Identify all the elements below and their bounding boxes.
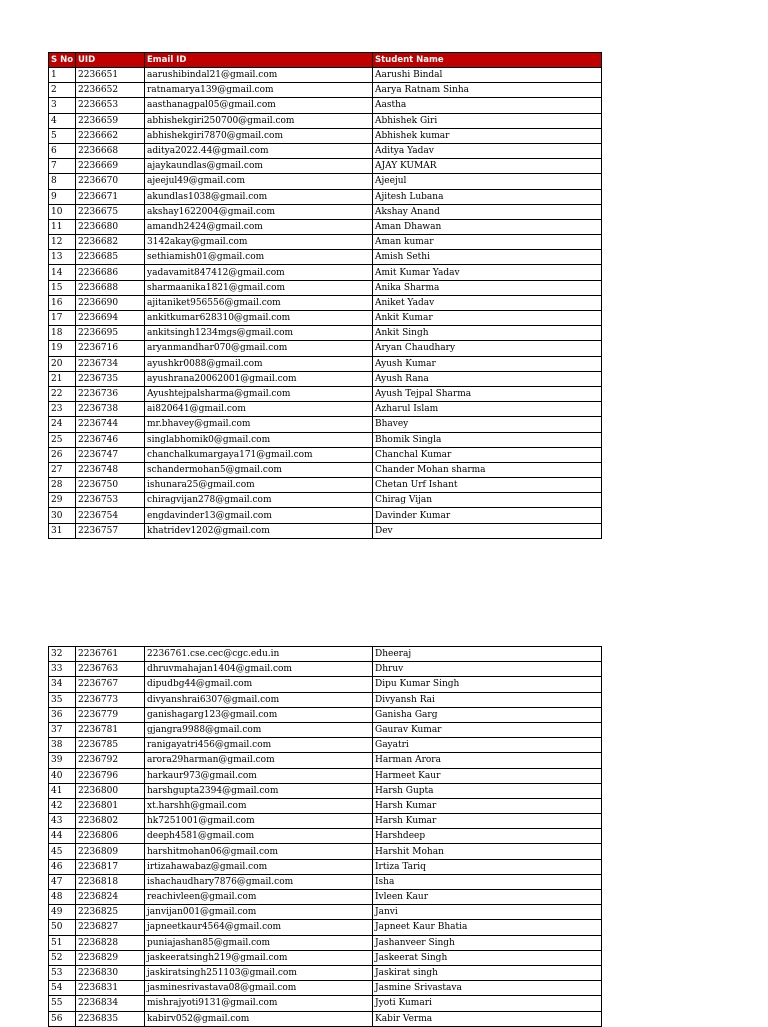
cell-student-name: Ayush Rana: [373, 371, 602, 386]
cell-uid: 2236653: [76, 98, 145, 113]
table-row: [49, 814, 602, 829]
table-row: [49, 462, 602, 477]
cell-email: schandermohan5@gmail.com: [145, 462, 373, 477]
cell-email: chanchalkumargaya171@gmail.com: [145, 447, 373, 462]
table-row: [49, 722, 602, 737]
cell-uid: 2236695: [76, 326, 145, 341]
cell-sno: 2: [49, 83, 76, 98]
cell-student-name: Akshay Anand: [373, 204, 602, 219]
table-row: [49, 280, 602, 295]
table-row: [49, 508, 602, 523]
cell-email: ranigayatri456@gmail.com: [145, 738, 373, 753]
cell-email: akshay1622004@gmail.com: [145, 204, 373, 219]
cell-uid: 2236671: [76, 189, 145, 204]
cell-email: reachivleen@gmail.com: [145, 890, 373, 905]
cell-uid: 2236734: [76, 356, 145, 371]
cell-student-name: Chander Mohan sharma: [373, 462, 602, 477]
cell-student-name: Jaskeerat Singh: [373, 950, 602, 965]
cell-email: gjangra9988@gmail.com: [145, 722, 373, 737]
cell-sno: 40: [49, 768, 76, 783]
cell-uid: 2236670: [76, 174, 145, 189]
cell-sno: 15: [49, 280, 76, 295]
cell-student-name: Harshdeep: [373, 829, 602, 844]
cell-uid: 2236781: [76, 722, 145, 737]
table-row: [49, 965, 602, 980]
cell-student-name: Harmeet Kaur: [373, 768, 602, 783]
cell-uid: 2236675: [76, 204, 145, 219]
cell-email: ankitkumar628310@gmail.com: [145, 311, 373, 326]
cell-sno: 1: [49, 68, 76, 83]
student-table-part-1: [48, 52, 602, 539]
cell-sno: 27: [49, 462, 76, 477]
cell-student-name: Aman kumar: [373, 235, 602, 250]
table-row: [49, 341, 602, 356]
cell-uid: 2236829: [76, 950, 145, 965]
cell-uid: 2236736: [76, 386, 145, 401]
cell-sno: 25: [49, 432, 76, 447]
cell-sno: 30: [49, 508, 76, 523]
table-row: [49, 738, 602, 753]
cell-sno: 41: [49, 783, 76, 798]
cell-student-name: Janvi: [373, 905, 602, 920]
cell-sno: 24: [49, 417, 76, 432]
table-row: [49, 295, 602, 310]
cell-email: dhruvmahajan1404@gmail.com: [145, 662, 373, 677]
cell-uid: 2236779: [76, 707, 145, 722]
cell-sno: 6: [49, 143, 76, 158]
cell-sno: 26: [49, 447, 76, 462]
cell-email: chiragvijan278@gmail.com: [145, 493, 373, 508]
cell-uid: 2236806: [76, 829, 145, 844]
table-row: [49, 159, 602, 174]
table-row: [49, 113, 602, 128]
cell-student-name: Ajeejul: [373, 174, 602, 189]
cell-email: dipudbg44@gmail.com: [145, 677, 373, 692]
table-row: [49, 402, 602, 417]
cell-student-name: Ankit Singh: [373, 326, 602, 341]
cell-student-name: Ivleen Kaur: [373, 890, 602, 905]
cell-uid: 2236801: [76, 798, 145, 813]
cell-sno: 43: [49, 814, 76, 829]
table-row: [49, 981, 602, 996]
table-row: [49, 189, 602, 204]
cell-sno: 11: [49, 219, 76, 234]
cell-student-name: Chetan Urf Ishant: [373, 478, 602, 493]
cell-sno: 33: [49, 662, 76, 677]
cell-email: jaskiratsingh251103@gmail.com: [145, 965, 373, 980]
cell-uid: 2236761: [76, 647, 145, 662]
cell-uid: 2236831: [76, 981, 145, 996]
cell-email: singlabhomik0@gmail.com: [145, 432, 373, 447]
cell-uid: 2236827: [76, 920, 145, 935]
table-row: [49, 493, 602, 508]
cell-email: harkaur973@gmail.com: [145, 768, 373, 783]
table-row: [49, 219, 602, 234]
cell-uid: 2236748: [76, 462, 145, 477]
cell-email: aditya2022.44@gmail.com: [145, 143, 373, 158]
cell-student-name: Azharul Islam: [373, 402, 602, 417]
cell-email: ishachaudhary7876@gmail.com: [145, 874, 373, 889]
table-row: [49, 417, 602, 432]
cell-email: ai820641@gmail.com: [145, 402, 373, 417]
cell-uid: 2236809: [76, 844, 145, 859]
table-row: [49, 523, 602, 538]
cell-student-name: Kabir Verma: [373, 1011, 602, 1026]
cell-student-name: AJAY KUMAR: [373, 159, 602, 174]
table-row: [49, 83, 602, 98]
cell-student-name: Ajitesh Lubana: [373, 189, 602, 204]
cell-sno: 18: [49, 326, 76, 341]
table-row: [49, 996, 602, 1011]
cell-sno: 20: [49, 356, 76, 371]
table-row: [49, 935, 602, 950]
cell-email: ayushkr0088@gmail.com: [145, 356, 373, 371]
table-row: [49, 707, 602, 722]
table-row: [49, 874, 602, 889]
cell-email: harshgupta2394@gmail.com: [145, 783, 373, 798]
cell-uid: 2236767: [76, 677, 145, 692]
cell-sno: 29: [49, 493, 76, 508]
header-row: [49, 53, 602, 68]
header-email: Email ID: [145, 53, 373, 68]
cell-student-name: Aastha: [373, 98, 602, 113]
cell-email: japneetkaur4564@gmail.com: [145, 920, 373, 935]
table-body-1: [49, 68, 602, 539]
cell-uid: 2236828: [76, 935, 145, 950]
cell-sno: 38: [49, 738, 76, 753]
cell-uid: 2236652: [76, 83, 145, 98]
cell-email: abhishekgiri7870@gmail.com: [145, 128, 373, 143]
cell-email: puniajashan85@gmail.com: [145, 935, 373, 950]
cell-uid: 2236757: [76, 523, 145, 538]
cell-uid: 2236690: [76, 295, 145, 310]
table-row: [49, 143, 602, 158]
cell-student-name: Amit Kumar Yadav: [373, 265, 602, 280]
cell-uid: 2236659: [76, 113, 145, 128]
table-row: [49, 753, 602, 768]
cell-student-name: Ankit Kumar: [373, 311, 602, 326]
table-row: [49, 859, 602, 874]
cell-sno: 53: [49, 965, 76, 980]
cell-uid: 2236792: [76, 753, 145, 768]
cell-student-name: Amish Sethi: [373, 250, 602, 265]
table-row: [49, 204, 602, 219]
cell-sno: 19: [49, 341, 76, 356]
cell-email: jaskeeratsingh219@gmail.com: [145, 950, 373, 965]
cell-email: yadavamit847412@gmail.com: [145, 265, 373, 280]
cell-uid: 2236685: [76, 250, 145, 265]
table-row: [49, 326, 602, 341]
cell-student-name: Harshit Mohan: [373, 844, 602, 859]
table-row: [49, 447, 602, 462]
cell-sno: 52: [49, 950, 76, 965]
cell-email: aasthanagpal05@gmail.com: [145, 98, 373, 113]
cell-student-name: Gayatri: [373, 738, 602, 753]
cell-sno: 45: [49, 844, 76, 859]
table-row: [49, 265, 602, 280]
student-table-part-2: [48, 646, 602, 1027]
cell-student-name: Gaurav Kumar: [373, 722, 602, 737]
cell-email: jasminesrivastava08@gmail.com: [145, 981, 373, 996]
cell-student-name: Japneet Kaur Bhatia: [373, 920, 602, 935]
cell-email: engdavinder13@gmail.com: [145, 508, 373, 523]
cell-sno: 49: [49, 905, 76, 920]
cell-email: ayushrana20062001@gmail.com: [145, 371, 373, 386]
cell-sno: 5: [49, 128, 76, 143]
cell-uid: 2236763: [76, 662, 145, 677]
cell-student-name: Ayush Tejpal Sharma: [373, 386, 602, 401]
cell-email: ganishagarg123@gmail.com: [145, 707, 373, 722]
cell-student-name: Harman Arora: [373, 753, 602, 768]
table-row: [49, 432, 602, 447]
table-row: [49, 174, 602, 189]
cell-uid: 2236750: [76, 478, 145, 493]
cell-student-name: Chirag Vijan: [373, 493, 602, 508]
table-row: [49, 356, 602, 371]
cell-uid: 2236825: [76, 905, 145, 920]
cell-email: kabirv052@gmail.com: [145, 1011, 373, 1026]
table-row: [49, 98, 602, 113]
table-row: [49, 890, 602, 905]
table-row: [49, 829, 602, 844]
cell-email: 3142akay@gmail.com: [145, 235, 373, 250]
cell-student-name: Jashanveer Singh: [373, 935, 602, 950]
table-row: [49, 768, 602, 783]
cell-uid: 2236817: [76, 859, 145, 874]
cell-student-name: Bhomik Singla: [373, 432, 602, 447]
cell-student-name: Aryan Chaudhary: [373, 341, 602, 356]
cell-uid: 2236773: [76, 692, 145, 707]
cell-student-name: Dhruv: [373, 662, 602, 677]
table-row: [49, 905, 602, 920]
cell-sno: 21: [49, 371, 76, 386]
cell-email: ajaykaundlas@gmail.com: [145, 159, 373, 174]
cell-sno: 47: [49, 874, 76, 889]
cell-uid: 2236669: [76, 159, 145, 174]
cell-student-name: Harsh Kumar: [373, 814, 602, 829]
table-row: [49, 250, 602, 265]
cell-sno: 9: [49, 189, 76, 204]
table-row: [49, 68, 602, 83]
table-row: [49, 677, 602, 692]
table-row: [49, 798, 602, 813]
cell-student-name: Harsh Kumar: [373, 798, 602, 813]
cell-sno: 3: [49, 98, 76, 113]
cell-uid: 2236694: [76, 311, 145, 326]
cell-student-name: Dev: [373, 523, 602, 538]
cell-sno: 32: [49, 647, 76, 662]
cell-uid: 2236785: [76, 738, 145, 753]
cell-student-name: Aditya Yadav: [373, 143, 602, 158]
cell-email: arora29harman@gmail.com: [145, 753, 373, 768]
cell-sno: 4: [49, 113, 76, 128]
cell-email: aryanmandhar070@gmail.com: [145, 341, 373, 356]
table-row: [49, 844, 602, 859]
cell-sno: 12: [49, 235, 76, 250]
cell-student-name: Ayush Kumar: [373, 356, 602, 371]
cell-sno: 36: [49, 707, 76, 722]
header-uid: UID: [76, 53, 145, 68]
cell-sno: 51: [49, 935, 76, 950]
cell-uid: 2236738: [76, 402, 145, 417]
cell-sno: 8: [49, 174, 76, 189]
cell-sno: 48: [49, 890, 76, 905]
cell-email: sharmaanika1821@gmail.com: [145, 280, 373, 295]
header-sno: S No: [49, 53, 76, 68]
cell-email: aarushibindal21@gmail.com: [145, 68, 373, 83]
cell-sno: 35: [49, 692, 76, 707]
cell-sno: 23: [49, 402, 76, 417]
cell-email: ankitsingh1234mgs@gmail.com: [145, 326, 373, 341]
cell-uid: 2236824: [76, 890, 145, 905]
header-student-name: Student Name: [373, 53, 602, 68]
cell-student-name: Aman Dhawan: [373, 219, 602, 234]
table-row: [49, 235, 602, 250]
cell-sno: 22: [49, 386, 76, 401]
cell-sno: 28: [49, 478, 76, 493]
cell-uid: 2236830: [76, 965, 145, 980]
cell-student-name: Aarushi Bindal: [373, 68, 602, 83]
cell-email: ratnamarya139@gmail.com: [145, 83, 373, 98]
cell-uid: 2236753: [76, 493, 145, 508]
cell-sno: 37: [49, 722, 76, 737]
cell-student-name: Aniket Yadav: [373, 295, 602, 310]
cell-uid: 2236744: [76, 417, 145, 432]
cell-sno: 13: [49, 250, 76, 265]
table-row: [49, 692, 602, 707]
cell-sno: 55: [49, 996, 76, 1011]
cell-email: abhishekgiri250700@gmail.com: [145, 113, 373, 128]
cell-email: mr.bhavey@gmail.com: [145, 417, 373, 432]
cell-sno: 17: [49, 311, 76, 326]
cell-student-name: Davinder Kumar: [373, 508, 602, 523]
cell-student-name: Chanchal Kumar: [373, 447, 602, 462]
cell-student-name: Jyoti Kumari: [373, 996, 602, 1011]
cell-uid: 2236746: [76, 432, 145, 447]
cell-uid: 2236688: [76, 280, 145, 295]
cell-email: amandh2424@gmail.com: [145, 219, 373, 234]
cell-sno: 16: [49, 295, 76, 310]
cell-uid: 2236835: [76, 1011, 145, 1026]
table-row: [49, 920, 602, 935]
cell-uid: 2236796: [76, 768, 145, 783]
cell-uid: 2236747: [76, 447, 145, 462]
cell-email: ajitaniket956556@gmail.com: [145, 295, 373, 310]
cell-sno: 44: [49, 829, 76, 844]
cell-student-name: Ganisha Garg: [373, 707, 602, 722]
cell-email: hk7251001@gmail.com: [145, 814, 373, 829]
cell-sno: 7: [49, 159, 76, 174]
table-row: [49, 478, 602, 493]
cell-sno: 10: [49, 204, 76, 219]
cell-student-name: Isha: [373, 874, 602, 889]
table-row: [49, 647, 602, 662]
table-body-2: [49, 647, 602, 1027]
cell-student-name: Abhishek kumar: [373, 128, 602, 143]
cell-sno: 34: [49, 677, 76, 692]
table-row: [49, 128, 602, 143]
cell-email: xt.harshh@gmail.com: [145, 798, 373, 813]
cell-uid: 2236754: [76, 508, 145, 523]
cell-email: janvijan001@gmail.com: [145, 905, 373, 920]
cell-student-name: Abhishek Giri: [373, 113, 602, 128]
cell-email: khatridev1202@gmail.com: [145, 523, 373, 538]
cell-uid: 2236716: [76, 341, 145, 356]
cell-uid: 2236834: [76, 996, 145, 1011]
cell-sno: 54: [49, 981, 76, 996]
cell-uid: 2236651: [76, 68, 145, 83]
cell-uid: 2236800: [76, 783, 145, 798]
cell-email: deeph4581@gmail.com: [145, 829, 373, 844]
cell-email: mishrajyoti9131@gmail.com: [145, 996, 373, 1011]
cell-email: ajeejul49@gmail.com: [145, 174, 373, 189]
cell-student-name: Dheeraj: [373, 647, 602, 662]
cell-email: ishunara25@gmail.com: [145, 478, 373, 493]
cell-student-name: Dipu Kumar Singh: [373, 677, 602, 692]
table-row: [49, 783, 602, 798]
cell-email: harshitmohan06@gmail.com: [145, 844, 373, 859]
cell-student-name: Aarya Ratnam Sinha: [373, 83, 602, 98]
cell-sno: 39: [49, 753, 76, 768]
table-row: [49, 386, 602, 401]
cell-uid: 2236682: [76, 235, 145, 250]
cell-email: divyanshrai6307@gmail.com: [145, 692, 373, 707]
cell-student-name: Jasmine Srivastava: [373, 981, 602, 996]
cell-student-name: Anika Sharma: [373, 280, 602, 295]
cell-sno: 46: [49, 859, 76, 874]
table-row: [49, 662, 602, 677]
cell-email: akundlas1038@gmail.com: [145, 189, 373, 204]
cell-email: sethiamish01@gmail.com: [145, 250, 373, 265]
cell-student-name: Divyansh Rai: [373, 692, 602, 707]
cell-uid: 2236818: [76, 874, 145, 889]
cell-uid: 2236735: [76, 371, 145, 386]
cell-uid: 2236668: [76, 143, 145, 158]
table-row: [49, 950, 602, 965]
cell-email: 2236761.cse.cec@cgc.edu.in: [145, 647, 373, 662]
cell-student-name: Bhavey: [373, 417, 602, 432]
cell-uid: 2236686: [76, 265, 145, 280]
cell-sno: 42: [49, 798, 76, 813]
table-row: [49, 311, 602, 326]
cell-email: Ayushtejpalsharma@gmail.com: [145, 386, 373, 401]
cell-student-name: Jaskirat singh: [373, 965, 602, 980]
cell-sno: 50: [49, 920, 76, 935]
cell-student-name: Irtiza Tariq: [373, 859, 602, 874]
cell-uid: 2236680: [76, 219, 145, 234]
cell-email: irtizahawabaz@gmail.com: [145, 859, 373, 874]
cell-uid: 2236662: [76, 128, 145, 143]
cell-sno: 31: [49, 523, 76, 538]
cell-uid: 2236802: [76, 814, 145, 829]
cell-sno: 14: [49, 265, 76, 280]
cell-sno: 56: [49, 1011, 76, 1026]
table-row: [49, 371, 602, 386]
cell-student-name: Harsh Gupta: [373, 783, 602, 798]
